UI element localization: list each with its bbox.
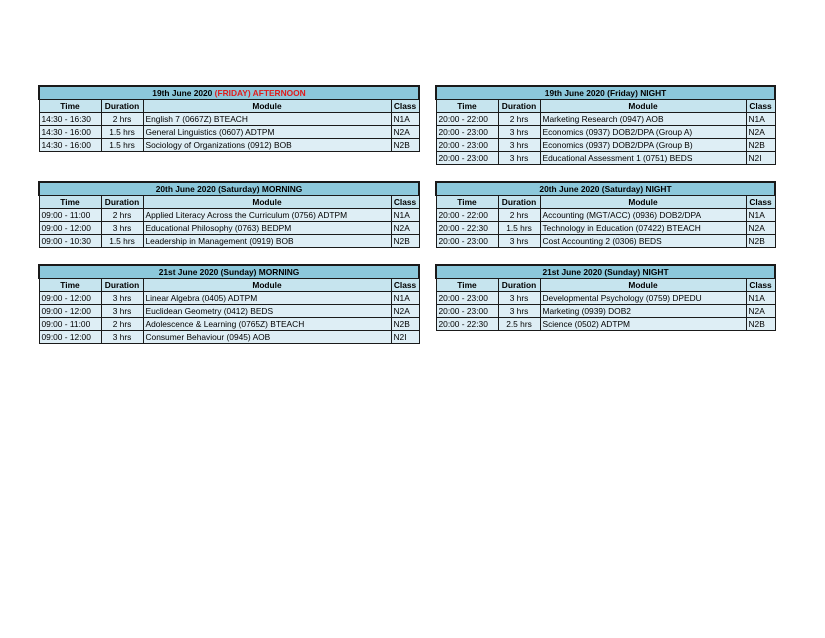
table-row — [436, 292, 775, 305]
time-cell: 20:00 - 23:00 — [436, 292, 498, 305]
class-cell: N2I — [391, 331, 419, 344]
column-header-module: Module — [143, 100, 391, 113]
module-cell: Euclidean Geometry (0412) BEDS — [143, 305, 391, 318]
duration-cell: 3 hrs — [101, 331, 143, 344]
duration-cell: 3 hrs — [101, 292, 143, 305]
time-cell: 20:00 - 23:00 — [436, 152, 498, 165]
time-cell: 20:00 - 22:00 — [436, 209, 498, 222]
time-cell: 09:00 - 12:00 — [39, 331, 101, 344]
column-header-duration: Duration — [498, 279, 540, 292]
exam-table-friday-afternoon — [38, 85, 420, 152]
class-cell: N2A — [746, 222, 775, 235]
time-cell: 09:00 - 12:00 — [39, 222, 101, 235]
module-cell: Adolescence & Learning (0765Z) BTEACH — [143, 318, 391, 331]
module-cell: Cost Accounting 2 (0306) BEDS — [540, 235, 746, 248]
column-header-duration: Duration — [101, 196, 143, 209]
table-row — [39, 222, 419, 235]
duration-cell: 2 hrs — [498, 209, 540, 222]
table-body — [436, 113, 775, 165]
table-title-date: 19th June 2020 — [152, 88, 215, 98]
class-cell: N2A — [391, 222, 419, 235]
table-body — [436, 209, 775, 248]
table-body — [39, 292, 419, 344]
duration-cell: 3 hrs — [101, 305, 143, 318]
class-cell: N1A — [746, 292, 775, 305]
column-header-duration: Duration — [101, 279, 143, 292]
module-cell: English 7 (0667Z) BTEACH — [143, 113, 391, 126]
column-header-duration: Duration — [498, 196, 540, 209]
time-cell: 20:00 - 23:00 — [436, 305, 498, 318]
table-row — [39, 292, 419, 305]
class-cell: N2A — [746, 126, 775, 139]
module-cell: Consumer Behaviour (0945) AOB — [143, 331, 391, 344]
table-row — [39, 331, 419, 344]
exam-table-sunday-morning — [38, 264, 420, 344]
duration-cell: 2 hrs — [101, 318, 143, 331]
duration-cell: 3 hrs — [498, 152, 540, 165]
column-header-time: Time — [436, 279, 498, 292]
time-cell: 14:30 - 16:00 — [39, 126, 101, 139]
module-cell: Linear Algebra (0405) ADTPM — [143, 292, 391, 305]
exam-table-saturday-night — [435, 181, 776, 248]
class-cell: N2B — [746, 139, 775, 152]
duration-cell: 2.5 hrs — [498, 318, 540, 331]
class-cell: N1A — [391, 209, 419, 222]
duration-cell: 1.5 hrs — [101, 235, 143, 248]
column-header-class: Class — [746, 196, 775, 209]
table-body — [39, 209, 419, 248]
duration-cell: 2 hrs — [498, 113, 540, 126]
duration-cell: 2 hrs — [101, 209, 143, 222]
column-header-class: Class — [391, 100, 419, 113]
table-title: 20th June 2020 (Saturday) NIGHT — [436, 182, 775, 196]
class-cell: N2I — [746, 152, 775, 165]
time-cell: 20:00 - 22:30 — [436, 222, 498, 235]
time-cell: 09:00 - 12:00 — [39, 292, 101, 305]
table-row — [436, 152, 775, 165]
column-header-class: Class — [391, 279, 419, 292]
module-cell: Marketing (0939) DOB2 — [540, 305, 746, 318]
column-header-class: Class — [391, 196, 419, 209]
table-row — [436, 139, 775, 152]
time-cell: 09:00 - 11:00 — [39, 318, 101, 331]
column-header-time: Time — [39, 196, 101, 209]
column-header-duration: Duration — [101, 100, 143, 113]
table-row — [39, 113, 419, 126]
table-title: 20th June 2020 (Saturday) MORNING — [39, 182, 419, 196]
module-cell: Economics (0937) DOB2/DPA (Group B) — [540, 139, 746, 152]
table-title: 21st June 2020 (Sunday) MORNING — [39, 265, 419, 279]
class-cell: N2A — [391, 305, 419, 318]
time-cell: 20:00 - 22:30 — [436, 318, 498, 331]
table-row — [436, 113, 775, 126]
class-cell: N1A — [746, 209, 775, 222]
duration-cell: 3 hrs — [101, 222, 143, 235]
module-cell: Sociology of Organizations (0912) BOB — [143, 139, 391, 152]
class-cell: N1A — [391, 113, 419, 126]
table-row — [436, 209, 775, 222]
duration-cell: 3 hrs — [498, 235, 540, 248]
time-cell: 09:00 - 12:00 — [39, 305, 101, 318]
duration-cell: 3 hrs — [498, 139, 540, 152]
table-title: 21st June 2020 (Sunday) NIGHT — [436, 265, 775, 279]
column-header-module: Module — [540, 196, 746, 209]
column-header-module: Module — [143, 279, 391, 292]
table-row — [39, 126, 419, 139]
table-row — [39, 318, 419, 331]
table-row — [436, 126, 775, 139]
class-cell: N2B — [746, 318, 775, 331]
exam-table-saturday-morning — [38, 181, 420, 248]
time-cell: 09:00 - 10:30 — [39, 235, 101, 248]
table-row — [436, 318, 775, 331]
column-header-time: Time — [436, 196, 498, 209]
exam-table-friday-night — [435, 85, 776, 165]
duration-cell: 3 hrs — [498, 292, 540, 305]
duration-cell: 3 hrs — [498, 126, 540, 139]
duration-cell: 3 hrs — [498, 305, 540, 318]
column-header-module: Module — [143, 196, 391, 209]
table-row — [436, 305, 775, 318]
column-header-time: Time — [436, 100, 498, 113]
column-header-time: Time — [39, 279, 101, 292]
table-title: 19th June 2020 (Friday) NIGHT — [436, 86, 775, 100]
class-cell: N1A — [746, 113, 775, 126]
duration-cell: 1.5 hrs — [101, 139, 143, 152]
column-header-class: Class — [746, 100, 775, 113]
class-cell: N2A — [746, 305, 775, 318]
module-cell: Educational Assessment 1 (0751) BEDS — [540, 152, 746, 165]
class-cell: N2B — [391, 139, 419, 152]
duration-cell: 1.5 hrs — [101, 126, 143, 139]
module-cell: Science (0502) ADTPM — [540, 318, 746, 331]
time-cell: 20:00 - 23:00 — [436, 235, 498, 248]
time-cell: 14:30 - 16:00 — [39, 139, 101, 152]
module-cell: Marketing Research (0947) AOB — [540, 113, 746, 126]
class-cell: N1A — [391, 292, 419, 305]
table-row — [39, 139, 419, 152]
time-cell: 14:30 - 16:30 — [39, 113, 101, 126]
table-body — [39, 113, 419, 152]
column-header-module: Module — [540, 100, 746, 113]
table-row — [436, 235, 775, 248]
class-cell: N2B — [746, 235, 775, 248]
table-row — [39, 305, 419, 318]
time-cell: 09:00 - 11:00 — [39, 209, 101, 222]
column-header-class: Class — [746, 279, 775, 292]
module-cell: Economics (0937) DOB2/DPA (Group A) — [540, 126, 746, 139]
table-title — [39, 86, 419, 100]
module-cell: Technology in Education (07422) BTEACH — [540, 222, 746, 235]
table-body — [436, 292, 775, 331]
column-header-duration: Duration — [498, 100, 540, 113]
duration-cell: 2 hrs — [101, 113, 143, 126]
time-cell: 20:00 - 22:00 — [436, 113, 498, 126]
column-header-time: Time — [39, 100, 101, 113]
module-cell: General Linguistics (0607) ADTPM — [143, 126, 391, 139]
class-cell: N2A — [391, 126, 419, 139]
table-row — [39, 209, 419, 222]
module-cell: Leadership in Management (0919) BOB — [143, 235, 391, 248]
table-title-highlight: (FRIDAY) AFTERNOON — [214, 88, 306, 98]
class-cell: N2B — [391, 235, 419, 248]
module-cell: Educational Philosophy (0763) BEDPM — [143, 222, 391, 235]
column-header-module: Module — [540, 279, 746, 292]
table-row — [436, 222, 775, 235]
time-cell: 20:00 - 23:00 — [436, 126, 498, 139]
module-cell: Applied Literacy Across the Curriculum (0756) ADTPM — [143, 209, 391, 222]
table-row — [39, 235, 419, 248]
module-cell: Developmental Psychology (0759) DPEDU — [540, 292, 746, 305]
class-cell: N2B — [391, 318, 419, 331]
exam-table-sunday-night — [435, 264, 776, 331]
module-cell: Accounting (MGT/ACC) (0936) DOB2/DPA — [540, 209, 746, 222]
time-cell: 20:00 - 23:00 — [436, 139, 498, 152]
duration-cell: 1.5 hrs — [498, 222, 540, 235]
